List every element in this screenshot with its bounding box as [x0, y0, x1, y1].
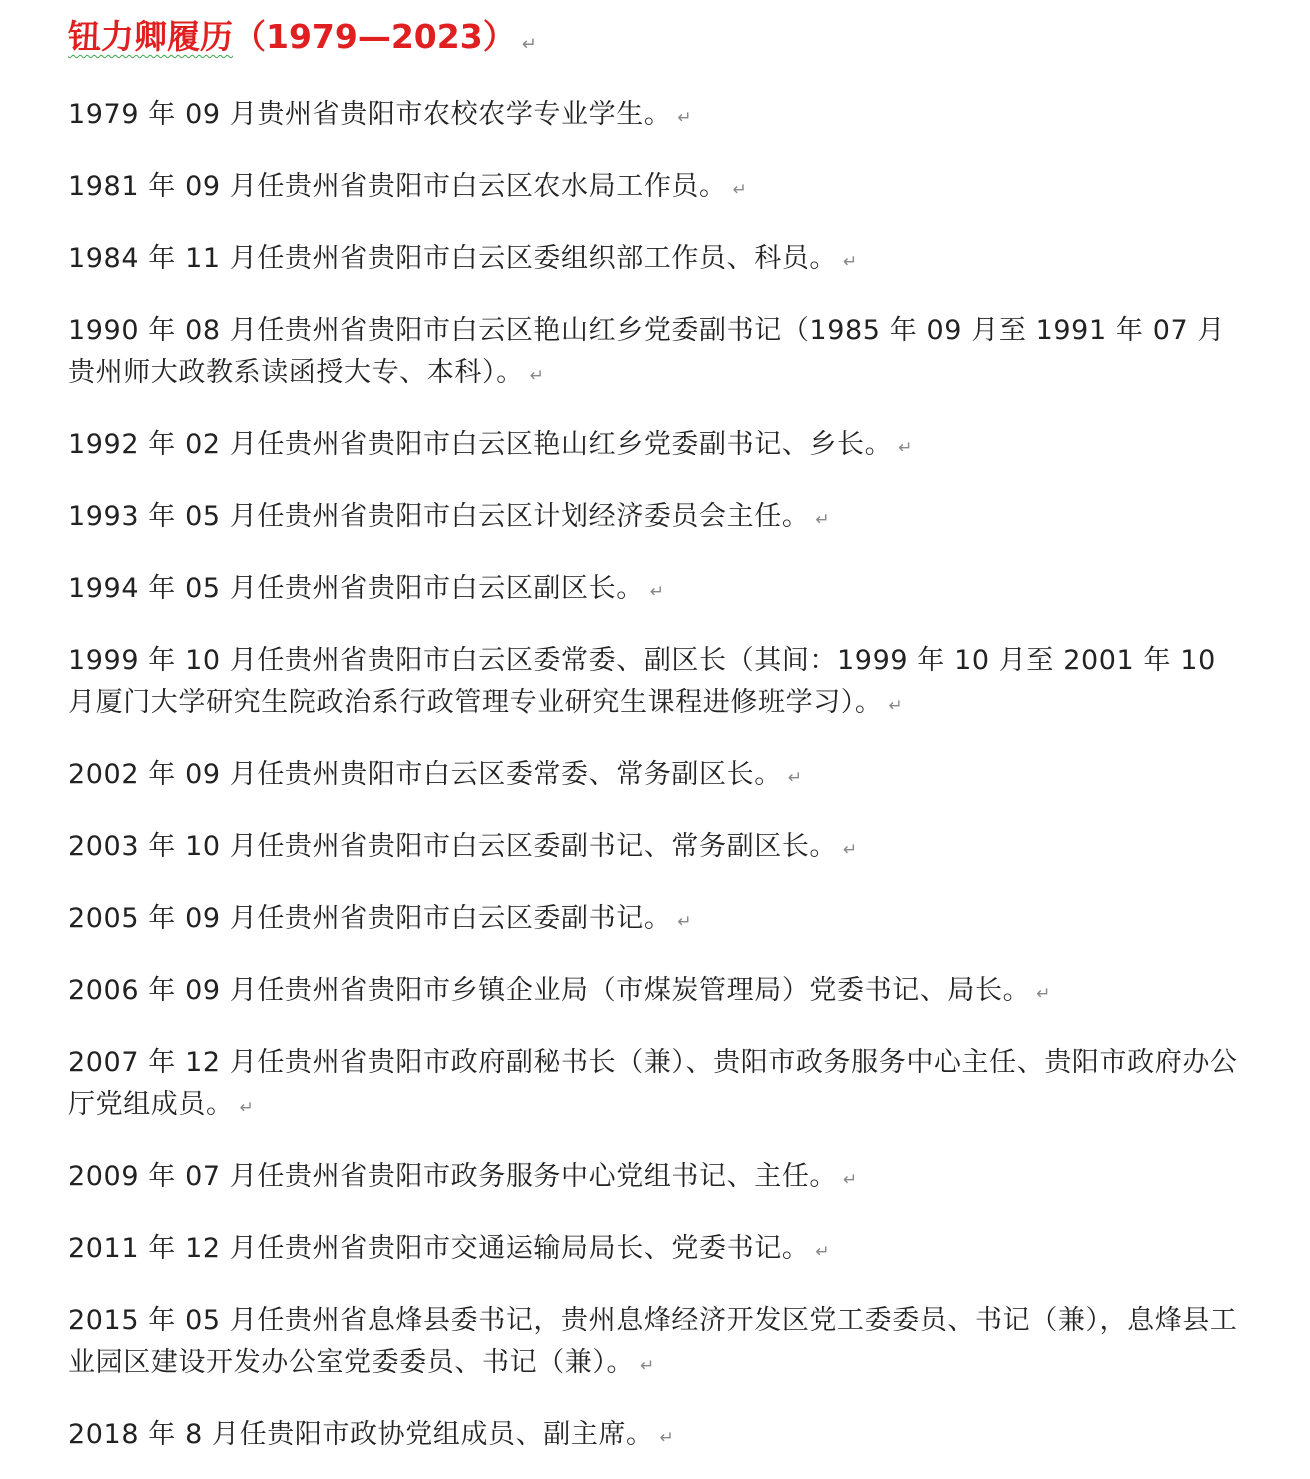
resume-entry	[68, 166, 1248, 211]
paragraph-mark-icon: ↵	[815, 510, 830, 530]
entry-text: 2011 年 12 月任贵州省贵阳市交通运输局局长、党委书记。	[68, 1233, 810, 1264]
entry-text: 1994 年 05 月任贵州省贵阳市白云区副区长。	[68, 573, 644, 604]
paragraph-mark-icon: ↵	[888, 696, 903, 716]
resume-entry	[68, 754, 1248, 799]
entry-text: 1992 年 02 月任贵州省贵阳市白云区艳山红乡党委副书记、乡长。	[68, 429, 893, 460]
entry-text: 2018 年 8 月任贵阳市政协党组成员、副主席。	[68, 1419, 654, 1450]
document-title	[68, 14, 1248, 60]
paragraph-mark-icon: ↵	[239, 1098, 254, 1118]
resume-entry	[68, 424, 1248, 469]
paragraph-mark-icon: ↵	[677, 912, 692, 932]
resume-entry	[68, 238, 1248, 283]
paragraph-mark-icon: ↵	[1036, 984, 1051, 1004]
paragraph-mark-icon: ↵	[677, 108, 692, 128]
entry-text: 2002 年 09 月任贵州贵阳市白云区委常委、常务副区长。	[68, 759, 782, 790]
resume-entry	[68, 568, 1248, 613]
title-name: 钮力卿履历	[68, 17, 233, 56]
entry-text: 2015 年 05 月任贵州省息烽县委书记，贵州息烽经济开发区党工委委员、书记（兼），息烽县工业园区建设开发办公室党委委员、书记（兼）。	[68, 1305, 1238, 1378]
entry-text: 1981 年 09 月任贵州省贵阳市白云区农水局工作员。	[68, 171, 727, 202]
entry-text: 2005 年 09 月任贵州省贵阳市白云区委副书记。	[68, 903, 672, 934]
resume-entries	[68, 94, 1248, 1459]
entry-text: 1993 年 05 月任贵州省贵阳市白云区计划经济委员会主任。	[68, 501, 810, 532]
resume-entry	[68, 640, 1248, 727]
paragraph-mark-icon: ↵	[843, 840, 858, 860]
paragraph-mark-icon: ↵	[521, 34, 537, 55]
paragraph-mark-icon: ↵	[843, 1170, 858, 1190]
resume-entry	[68, 826, 1248, 871]
paragraph-mark-icon: ↵	[649, 582, 665, 602]
entry-text: 2009 年 07 月任贵州省贵阳市政务服务中心党组书记、主任。	[68, 1161, 838, 1192]
paragraph-mark-icon: ↵	[529, 366, 544, 386]
entry-text: 1979 年 09 月贵州省贵阳市农校农学专业学生。	[68, 99, 672, 130]
resume-entry	[68, 1042, 1248, 1129]
entry-text: 2007 年 12 月任贵州省贵阳市政府副秘书长（兼）、贵阳市政务服务中心主任、贵阳市政府办公厅党组成员。	[68, 1047, 1238, 1120]
paragraph-mark-icon: ↵	[659, 1428, 674, 1448]
resume-entry	[68, 1414, 1248, 1459]
resume-entry	[68, 1156, 1248, 1201]
document-page	[68, 0, 1248, 1479]
resume-entry	[68, 310, 1248, 397]
resume-entry	[68, 898, 1248, 943]
resume-entry	[68, 496, 1248, 541]
resume-entry	[68, 970, 1248, 1015]
entry-text: 2003 年 10 月任贵州省贵阳市白云区委副书记、常务副区长。	[68, 831, 838, 862]
title-years: （1979—2023）	[233, 17, 516, 56]
entry-text: 2006 年 09 月任贵州省贵阳市乡镇企业局（市煤炭管理局）党委书记、局长。	[68, 975, 1031, 1006]
resume-entry	[68, 1228, 1248, 1273]
paragraph-mark-icon: ↵	[843, 252, 858, 272]
paragraph-mark-icon: ↵	[732, 180, 747, 200]
paragraph-mark-icon: ↵	[787, 768, 803, 788]
entry-text: 1990 年 08 月任贵州省贵阳市白云区艳山红乡党委副书记（1985 年 09 月至 1991 年 07 月贵州师大政教系读函授大专、本科）。	[68, 315, 1226, 388]
resume-entry	[68, 94, 1248, 139]
entry-text: 1999 年 10 月任贵州省贵阳市白云区委常委、副区长（其间：1999 年 10 月至 2001 年 10 月厦门大学研究生院政治系行政管理专业研究生课程进修班学习）。	[68, 645, 1216, 718]
paragraph-mark-icon: ↵	[898, 438, 913, 458]
entry-text: 1984 年 11 月任贵州省贵阳市白云区委组织部工作员、科员。	[68, 243, 838, 274]
paragraph-mark-icon: ↵	[640, 1356, 655, 1376]
paragraph-mark-icon: ↵	[815, 1242, 830, 1262]
resume-entry	[68, 1300, 1248, 1387]
